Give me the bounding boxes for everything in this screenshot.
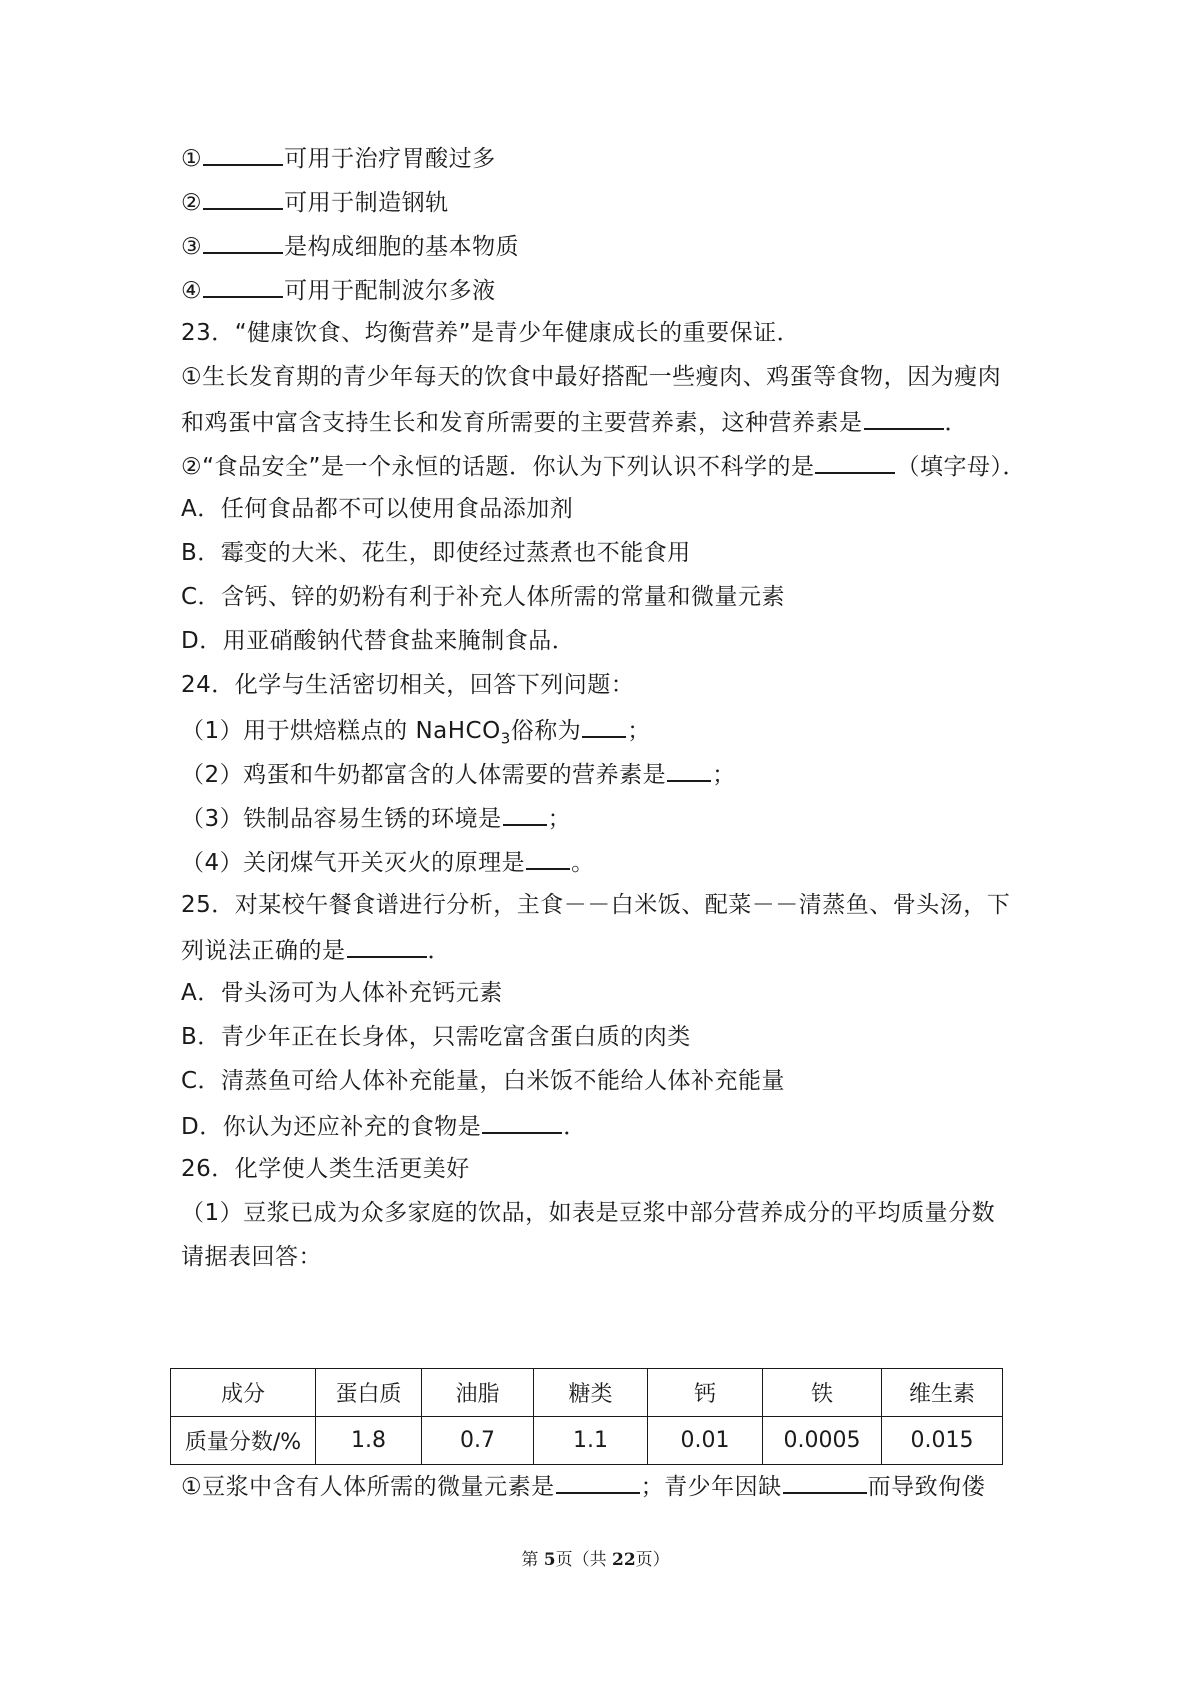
question-text: D．你认为还应补充的食物是 [181, 1114, 482, 1140]
answer-blank [667, 758, 711, 782]
answer-blank [203, 186, 283, 210]
question-26-part1-line1: （1）豆浆已成为众多家庭的饮品，如表是豆浆中部分营养成分的平均质量分数 [181, 1200, 996, 1226]
option-a: A．任何食品都不可以使用食品添加剂 [181, 496, 574, 522]
question-24-sub2 [181, 758, 736, 790]
option-d [181, 1110, 587, 1142]
option-a: A．骨头汤可为人体补充钙元素 [181, 980, 503, 1006]
item-4 [181, 274, 496, 306]
question-25-line2 [181, 934, 451, 966]
answer-blank [503, 802, 547, 826]
page-footer [0, 1545, 1191, 1570]
option-b: B．霉变的大米、花生，即使经过蒸煮也不能食用 [181, 540, 691, 566]
question-23-part1-line1: ①生长发育期的青少年每天的饮食中最好搭配一些瘦肉、鸡蛋等食物，因为瘦肉 [181, 364, 1002, 390]
item-2 [181, 186, 449, 218]
table-cell: 油脂 [422, 1369, 534, 1417]
table-cell: 钙 [648, 1369, 763, 1417]
question-text: ． [427, 938, 451, 964]
question-23-part1-line2 [181, 406, 968, 438]
question-text: （3）铁制品容易生锈的环境是 [181, 806, 502, 832]
footer-text: 第 [521, 1550, 544, 1570]
question-text: ． [944, 410, 968, 436]
question-text: 列说法正确的是 [181, 938, 346, 964]
footer-text: 页（共 [555, 1550, 612, 1570]
question-23: 23．“健康饮食、均衡营养”是青少年健康成长的重要保证． [181, 320, 801, 346]
question-23-part2 [181, 450, 1026, 482]
table-cell: 维生素 [882, 1369, 1003, 1417]
table-header-row [171, 1369, 1003, 1417]
option-d: D．用亚硝酸钠代替食盐来腌制食品． [181, 628, 576, 654]
question-text: 和鸡蛋中富含支持生长和发育所需要的主要营养素，这种营养素是 [181, 410, 863, 436]
answer-blank [526, 846, 570, 870]
table-cell: 质量分数/% [171, 1417, 316, 1465]
answer-blank [815, 450, 895, 474]
item-4-marker: ④ [181, 278, 203, 304]
page-total: 22 [611, 1550, 636, 1570]
answer-blank [203, 274, 283, 298]
question-24-sub1 [181, 714, 651, 754]
question-text: 俗称为 [510, 718, 582, 744]
table-cell: 0.01 [648, 1417, 763, 1465]
answer-blank [783, 1470, 867, 1494]
table-cell: 成分 [171, 1369, 316, 1417]
question-24-sub4 [181, 846, 595, 878]
question-26: 26．化学使人类生活更美好 [181, 1156, 470, 1182]
answer-blank [203, 230, 283, 254]
item-4-text: 可用于配制波尔多液 [284, 278, 496, 304]
table-cell: 1.8 [316, 1417, 422, 1465]
answer-blank [203, 142, 283, 166]
table-cell: 0.0005 [763, 1417, 882, 1465]
answer-blank [347, 934, 427, 958]
table-cell: 蛋白质 [316, 1369, 422, 1417]
table-row [171, 1417, 1003, 1465]
item-1-text: 可用于治疗胃酸过多 [284, 146, 496, 172]
item-3 [181, 230, 519, 262]
question-26-part1-line2: 请据表回答： [181, 1244, 322, 1270]
question-text: ； [547, 806, 572, 832]
question-text: ； [627, 718, 651, 744]
answer-blank [482, 1110, 562, 1134]
option-c: C．清蒸鱼可给人体补充能量，白米饭不能给人体补充能量 [181, 1068, 786, 1094]
item-2-text: 可用于制造钢轨 [284, 190, 449, 216]
question-text: （2）鸡蛋和牛奶都富含的人体需要的营养素是 [181, 762, 667, 788]
nutrition-table [170, 1368, 1003, 1465]
page-number: 5 [543, 1550, 556, 1570]
item-3-text: 是构成细胞的基本物质 [284, 234, 520, 260]
table-cell: 1.1 [534, 1417, 648, 1465]
question-text: （填字母）． [896, 454, 1026, 480]
option-c: C．含钙、锌的奶粉有利于补充人体所需的常量和微量元素 [181, 584, 786, 610]
option-b: B．青少年正在长身体，只需吃富含蛋白质的肉类 [181, 1024, 691, 1050]
question-26-sub1 [181, 1470, 985, 1502]
item-1 [181, 142, 496, 174]
table-cell: 糖类 [534, 1369, 648, 1417]
subscript: 3 [500, 729, 511, 748]
table-cell: 0.7 [422, 1417, 534, 1465]
item-3-marker: ③ [181, 234, 203, 260]
answer-blank [556, 1470, 640, 1494]
table-cell: 铁 [763, 1369, 882, 1417]
question-text: ． [563, 1114, 587, 1140]
footer-text: 页） [635, 1550, 670, 1570]
question-text: ②“食品安全”是一个永恒的话题．你认为下列认识不科学的是 [181, 454, 815, 480]
question-25-line1: 25．对某校午餐食谱进行分析，主食－－白米饭、配菜－－清蒸鱼、骨头汤，下 [181, 892, 1011, 918]
question-24-sub3 [181, 802, 571, 834]
item-1-marker: ① [181, 146, 203, 172]
question-text: 。 [571, 850, 595, 876]
question-text: ；青少年因缺 [640, 1474, 782, 1500]
question-text: ①豆浆中含有人体所需的微量元素是 [181, 1474, 555, 1500]
question-text: （4）关闭煤气开关灭火的原理是 [181, 850, 526, 876]
answer-blank [864, 406, 944, 430]
answer-blank [582, 714, 626, 738]
item-2-marker: ② [181, 190, 203, 216]
table-cell: 0.015 [882, 1417, 1003, 1465]
question-text: （1）用于烘焙糕点的 NaHCO [181, 718, 501, 744]
question-text: ； [712, 762, 736, 788]
question-text: 而导致佝偻 [867, 1474, 986, 1500]
question-24: 24．化学与生活密切相关，回答下列问题： [181, 672, 635, 698]
